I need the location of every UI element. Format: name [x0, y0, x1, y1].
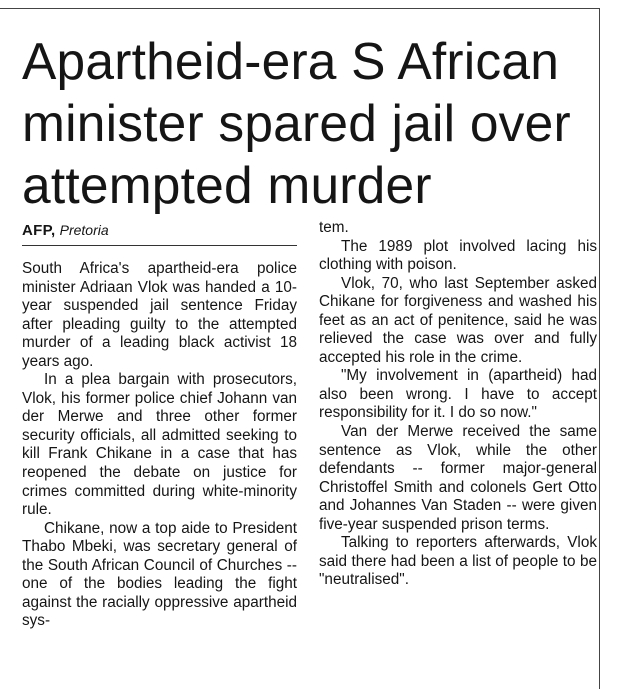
byline — [22, 218, 297, 246]
byline-city: Pretoria — [59, 222, 109, 238]
article-column-right — [319, 219, 597, 590]
article-column-left — [22, 260, 297, 631]
paragraph: "My involvement in (apartheid) had also been wrong. I have to accept responsibility for it. I do so now." — [319, 367, 597, 422]
paragraph: Talking to reporters afterwards, Vlok said there had been a list of people to be "neutralised". — [319, 534, 597, 589]
paragraph: Chikane, now a top aide to President Thabo Mbeki, was secretary general of the South African Council of Churches -- one of the bodies leading the fight against the racially oppressive apartheid sys- — [22, 519, 297, 630]
right-border-rule — [599, 8, 600, 689]
paragraph: Vlok, 70, who last September asked Chikane for forgiveness and washed his feet as an act of penitence, said he was relieved the case was over and fully accepted his role in the crime. — [319, 274, 597, 366]
paragraph: tem. — [319, 219, 349, 236]
byline-agency: AFP, — [22, 222, 56, 239]
headline: Apartheid-era S African minister spared jail over attempted murder — [22, 32, 571, 214]
top-border-rule — [0, 8, 599, 9]
paragraph: The 1989 plot involved lacing his clothing with poison. — [319, 237, 597, 274]
paragraph: In a plea bargain with prosecutors, Vlok, his former police chief Johann van der Merwe and three other former security officials, all admitted seeking to kill Frank Chikane in a case that has reopened the debate on justice for crimes committed during white-minority rule. — [22, 371, 297, 519]
paragraph: Van der Merwe received the same sentence as Vlok, while the other defendants -- former major-general Christoffel Smith and colonels Gert Otto and Johannes Van Staden -- were given five-year suspended prison terms. — [319, 423, 597, 533]
paragraph: South Africa's apartheid-era police minister Adriaan Vlok was handed a 10-year suspended jail sentence Friday after pleading guilty to the attempted murder of a leading black activist 18 years ago. — [22, 260, 297, 370]
